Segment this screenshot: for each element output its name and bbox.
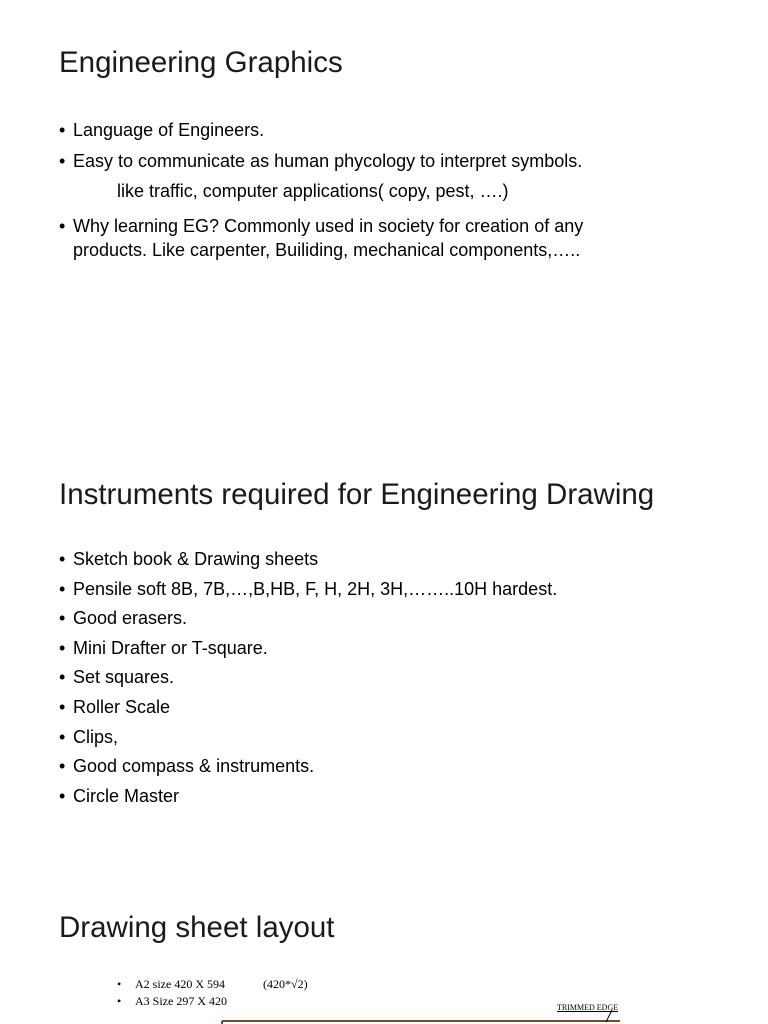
bullet-text: Sketch book & Drawing sheets xyxy=(73,549,319,569)
bullet-text: Good compass & instruments. xyxy=(73,756,315,777)
indent-line: like traffic, computer applications( copy, pest, ….) xyxy=(117,181,509,201)
bullet-text: Pensile soft 8B, 7B,…,B,HB, F, H, 2H, 3H,……..10H hardest. xyxy=(73,578,558,599)
list-item: • Roller Scale xyxy=(59,696,171,717)
bullet-text: Good erasers. xyxy=(73,608,188,629)
sheet-layout-diagram xyxy=(0,1010,768,1024)
list-item: • Easy to communicate as human phycology to interpret symbols. xyxy=(59,151,583,171)
bullet-text: Clips, xyxy=(73,726,119,747)
list-item: • Mini Drafter or T-square. xyxy=(59,637,268,658)
size-text: A2 size 420 X 594 xyxy=(135,977,225,991)
list-item-continuation xyxy=(59,238,583,262)
slide2-title: Instruments required for Engineering Drawing xyxy=(59,478,655,511)
list-item: • Sketch book & Drawing sheets xyxy=(59,549,319,569)
bullet-text: products. Like carpenter, Builiding, mechanical components,….. xyxy=(73,240,581,260)
bullet-text: Mini Drafter or T-square. xyxy=(73,637,268,658)
list-item: • Language of Engineers. xyxy=(59,120,265,140)
slide3-title: Drawing sheet layout xyxy=(59,911,335,944)
bullet-text: Easy to communicate as human phycology to interpret symbols. xyxy=(73,151,583,171)
list-item: • Circle Master xyxy=(59,785,180,806)
size-text: A3 Size 297 X 420 xyxy=(135,994,227,1008)
list-item: • Set squares. xyxy=(59,667,175,688)
list-item: • Why learning EG? Commonly used in society for creation of any xyxy=(59,216,584,236)
bullet-text: Language of Engineers. xyxy=(73,120,265,140)
slide1-title: Engineering Graphics xyxy=(59,46,343,79)
list-item: • Good compass & instruments. xyxy=(59,756,315,777)
bullet-text: Why learning EG? Commonly used in society for creation of any xyxy=(73,216,584,236)
size-note: (420*√2) xyxy=(263,977,308,991)
list-item: • Good erasers. xyxy=(59,608,188,629)
bullet-text: Roller Scale xyxy=(73,696,171,717)
trimmed-edge-label: TRIMMED EDGE xyxy=(557,1003,619,1012)
list-item: • Pensile soft 8B, 7B,…,B,HB, F, H, 2H, 3H,……..10H hardest. xyxy=(59,578,558,599)
bullet-text: Set squares. xyxy=(73,667,175,688)
bullet-text: Circle Master xyxy=(73,785,180,806)
slide1-bullets xyxy=(59,118,582,173)
slide2-bullets xyxy=(59,547,557,808)
list-item: • Clips, xyxy=(59,726,119,747)
slide1-bullets-2 xyxy=(59,214,583,262)
